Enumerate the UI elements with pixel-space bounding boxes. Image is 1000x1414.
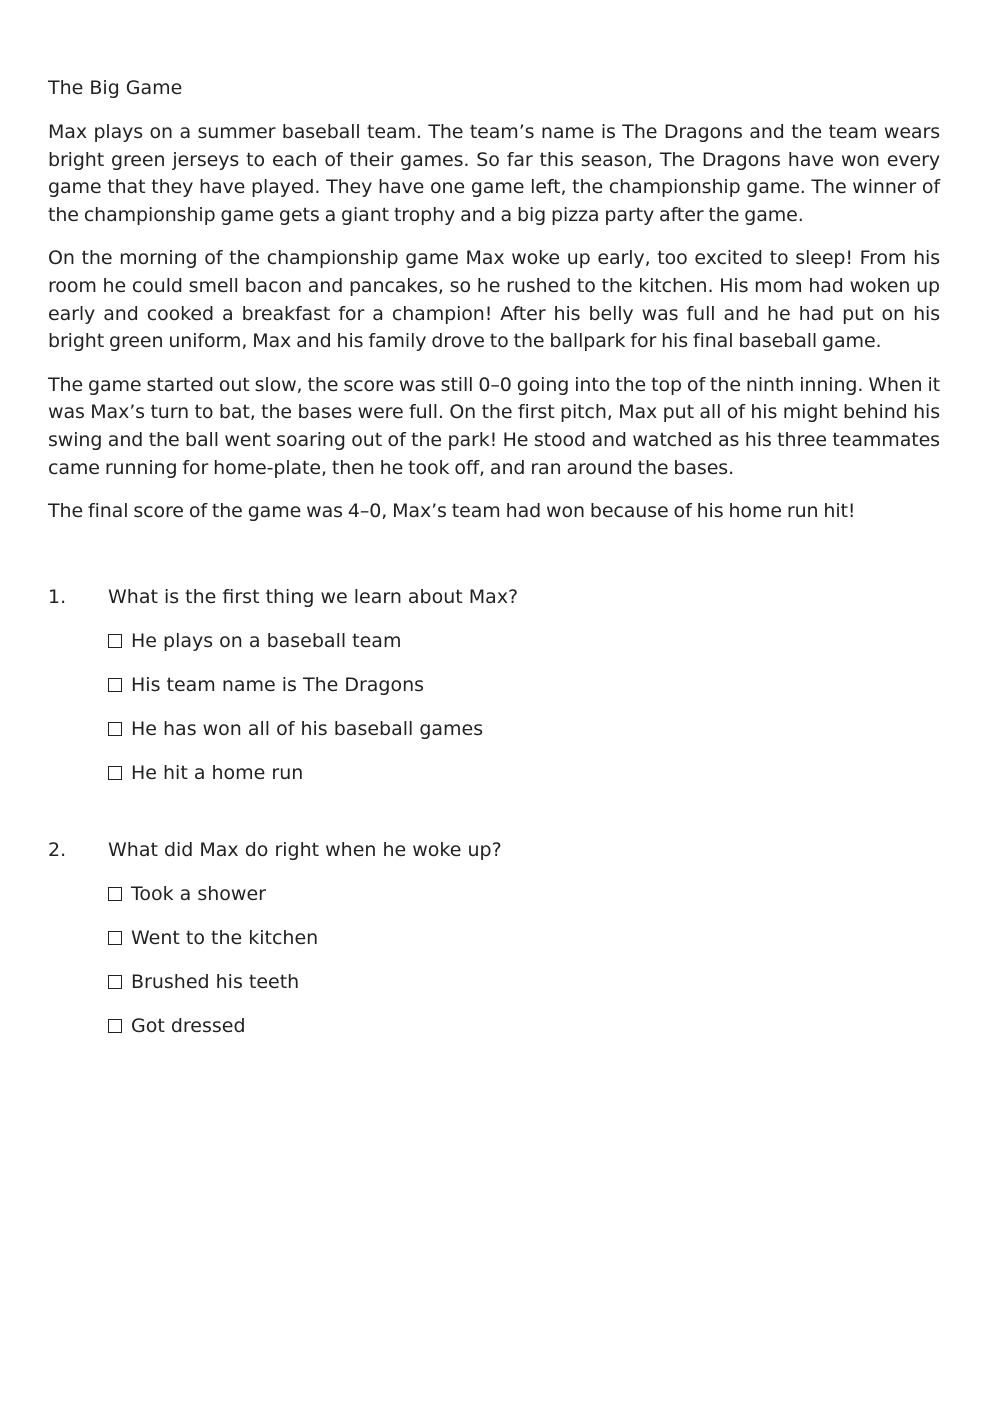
option-label[interactable]: He plays on a baseball team xyxy=(131,629,402,652)
checkbox-icon[interactable] xyxy=(108,722,122,736)
answer-options xyxy=(108,627,940,787)
option-label[interactable]: Took a shower xyxy=(131,882,266,905)
checkbox-icon[interactable] xyxy=(108,766,122,780)
checkbox-icon[interactable] xyxy=(108,678,122,692)
option-label[interactable]: He hit a home run xyxy=(131,761,304,784)
question-text: What is the first thing we learn about Max? xyxy=(108,585,519,608)
answer-option[interactable] xyxy=(108,759,940,787)
story-paragraph: The game started out slow, the score was still 0–0 going into the top of the ninth inning. When it was Max’s turn to bat, the bases were full. On the first pitch, Max put all of his might behind his swing and the ball went soaring out of the park! He stood and watched as his three teammates came running for home-plate, then he took off, and ran around the bases. xyxy=(48,373,940,479)
option-label[interactable]: Brushed his teeth xyxy=(131,970,300,993)
story-paragraph: The final score of the game was 4–0, Max’s team had won because of his home run hit! xyxy=(48,500,856,523)
option-label[interactable]: He has won all of his baseball games xyxy=(131,717,484,740)
story-paragraph: Max plays on a summer baseball team. The team’s name is The Dragons and the team wears bright green jerseys to each of their games. So far this season, The Dragons have won every game that they have played. They have one game left, the championship game. The winner of the championship game gets a giant trophy and a big pizza party after the game. xyxy=(48,121,940,226)
story-paragraph: On the morning of the championship game Max woke up early, too excited to sleep! From his room he could smell bacon and pancakes, so he rushed to the kitchen. His mom had woken up early and cooked a breakfast for a champion! After his belly was full and he had put on his bright green uniform, Max and his family drove to the ballpark for his final baseball game. xyxy=(48,247,940,353)
answer-option[interactable] xyxy=(108,715,940,743)
answer-option[interactable] xyxy=(108,671,940,699)
option-label[interactable]: His team name is The Dragons xyxy=(131,673,425,696)
question-number: 1. xyxy=(48,585,67,608)
option-label[interactable]: Got dressed xyxy=(131,1014,246,1037)
question-2 xyxy=(48,836,940,1040)
question-header xyxy=(48,836,940,864)
answer-option[interactable] xyxy=(108,1012,940,1040)
story-body xyxy=(48,119,940,526)
question-text: What did Max do right when he woke up? xyxy=(108,838,502,861)
question-list xyxy=(48,583,940,1040)
answer-option[interactable] xyxy=(108,924,940,952)
answer-options xyxy=(108,880,940,1040)
checkbox-icon[interactable] xyxy=(108,975,122,989)
answer-option[interactable] xyxy=(108,880,940,908)
option-label[interactable]: Went to the kitchen xyxy=(131,926,319,949)
checkbox-icon[interactable] xyxy=(108,887,122,901)
question-1 xyxy=(48,583,940,787)
checkbox-icon[interactable] xyxy=(108,634,122,648)
answer-option[interactable] xyxy=(108,968,940,996)
checkbox-icon[interactable] xyxy=(108,1019,122,1033)
answer-option[interactable] xyxy=(108,627,940,655)
question-header xyxy=(48,583,940,611)
story-title: The Big Game xyxy=(48,77,183,99)
checkbox-icon[interactable] xyxy=(108,931,122,945)
question-number: 2. xyxy=(48,838,67,861)
